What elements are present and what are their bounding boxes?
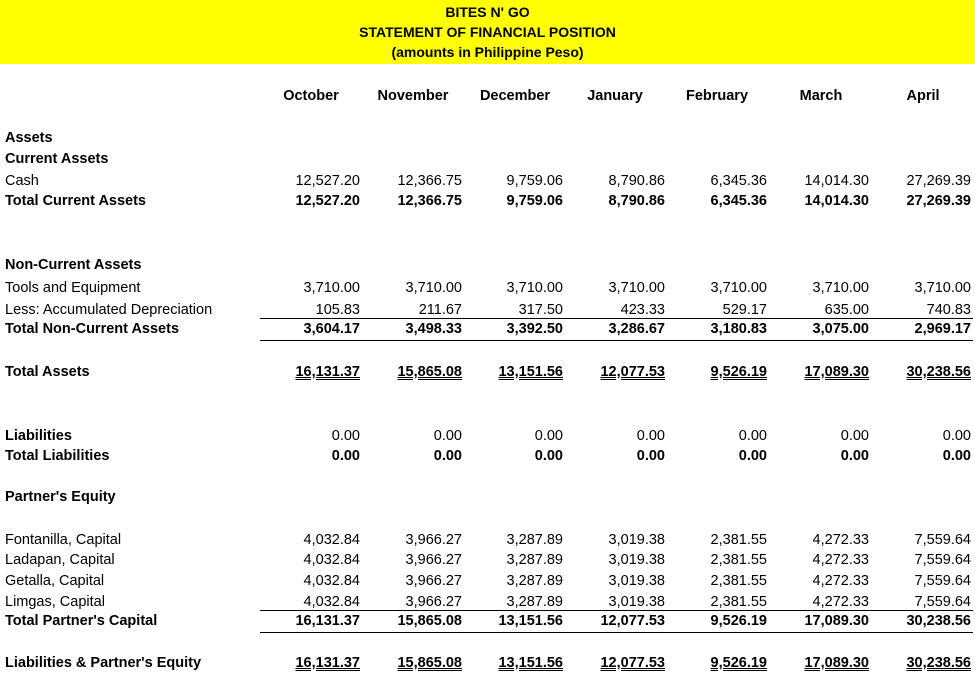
row-label: Total Current Assets: [5, 193, 146, 209]
value-cell-december: 0.00: [534, 448, 563, 464]
value-cell-january: 12,077.53: [600, 613, 665, 629]
value-cell-november: 3,966.27: [405, 594, 462, 610]
value-cell-march: 17,089.30: [804, 364, 869, 380]
value-cell-december: 3,392.50: [506, 321, 563, 337]
value-cell-december: 3,287.89: [506, 573, 563, 589]
row-label: Liabilities & Partner's Equity: [5, 655, 202, 671]
value-cell-november: 3,966.27: [405, 532, 462, 548]
value-cell-january: 8,790.86: [608, 173, 665, 189]
value-cell-november: 3,498.33: [405, 321, 462, 337]
value-cell-february: 9,526.19: [710, 655, 767, 671]
value-cell-april: 3,710.00: [914, 280, 971, 296]
value-cell-february: 6,345.36: [710, 193, 767, 209]
value-cell-november: 15,865.08: [397, 364, 462, 380]
row-label: Liabilities: [5, 428, 72, 444]
row-liabilities: [0, 426, 975, 446]
value-cell-april: 7,559.64: [914, 552, 971, 568]
row-label: Tools and Equipment: [5, 280, 141, 296]
value-cell-october: 12,527.20: [295, 193, 360, 209]
value-cell-january: 423.33: [620, 302, 665, 318]
value-cell-march: 4,272.33: [812, 573, 869, 589]
row-total-liabilities-equity: [0, 653, 975, 673]
value-cell-march: 3,075.00: [812, 321, 869, 337]
company-name: BITES N' GO: [445, 4, 530, 20]
value-cell-february: 9,526.19: [710, 613, 767, 629]
month-header-november: November: [377, 88, 449, 104]
section-partners-equity: [0, 487, 975, 507]
value-cell-april: 30,238.56: [906, 613, 971, 629]
row-label: Getalla, Capital: [5, 573, 105, 589]
month-header-april: April: [906, 88, 940, 104]
value-cell-november: 3,966.27: [405, 573, 462, 589]
value-cell-october: 4,032.84: [303, 552, 360, 568]
row-label: Total Liabilities: [5, 448, 110, 464]
value-cell-november: 12,366.75: [397, 173, 462, 189]
value-cell-december: 13,151.56: [498, 364, 563, 380]
value-cell-april: 0.00: [942, 448, 971, 464]
section-label: Partner's Equity: [5, 489, 116, 505]
value-cell-november: 3,710.00: [405, 280, 462, 296]
value-cell-january: 3,019.38: [608, 594, 665, 610]
value-cell-october: 105.83: [315, 302, 360, 318]
value-cell-october: 16,131.37: [295, 364, 360, 380]
row-total-liabilities: [0, 446, 975, 466]
value-cell-march: 4,272.33: [812, 552, 869, 568]
value-cell-january: 12,077.53: [600, 655, 665, 671]
row-total-partners-capital: [0, 611, 975, 631]
row-total-non-current-assets: [0, 319, 975, 339]
row-label: Less: Accumulated Depreciation: [5, 302, 213, 318]
currency-note: (amounts in Philippine Peso): [391, 44, 584, 60]
value-cell-january: 0.00: [636, 448, 665, 464]
value-cell-march: 0.00: [840, 428, 869, 444]
month-header-october: October: [283, 88, 339, 104]
value-cell-october: 0.00: [331, 428, 360, 444]
value-cell-december: 3,287.89: [506, 552, 563, 568]
month-header-december: December: [479, 88, 551, 104]
value-cell-december: 0.00: [534, 428, 563, 444]
value-cell-october: 0.00: [331, 448, 360, 464]
value-cell-april: 30,238.56: [906, 364, 971, 380]
value-cell-march: 17,089.30: [804, 655, 869, 671]
value-cell-january: 0.00: [636, 428, 665, 444]
value-cell-december: 3,710.00: [506, 280, 563, 296]
value-cell-march: 0.00: [840, 448, 869, 464]
value-cell-march: 4,272.33: [812, 532, 869, 548]
section-label: Non-Current Assets: [5, 257, 142, 273]
value-cell-december: 13,151.56: [498, 655, 563, 671]
statement-title: STATEMENT OF FINANCIAL POSITION: [359, 24, 616, 40]
value-cell-november: 12,366.75: [397, 193, 462, 209]
value-cell-january: 3,019.38: [608, 573, 665, 589]
value-cell-october: 16,131.37: [295, 613, 360, 629]
value-cell-march: 14,014.30: [804, 173, 869, 189]
value-cell-february: 9,526.19: [710, 364, 767, 380]
value-cell-october: 4,032.84: [303, 573, 360, 589]
value-cell-october: 3,604.17: [303, 321, 360, 337]
row-tools-equipment: [0, 278, 975, 298]
value-cell-december: 9,759.06: [506, 173, 563, 189]
section-label: Current Assets: [5, 151, 109, 167]
row-label: Total Assets: [5, 364, 90, 380]
value-cell-january: 3,019.38: [608, 552, 665, 568]
row-getalla-capital: [0, 571, 975, 591]
section-current-assets: [0, 149, 975, 169]
value-cell-january: 3,286.67: [608, 321, 665, 337]
month-header-march: March: [799, 88, 843, 104]
row-fontanilla-capital: [0, 530, 975, 550]
row-label: Cash: [5, 173, 39, 189]
value-cell-december: 317.50: [518, 302, 563, 318]
value-cell-february: 2,381.55: [710, 594, 767, 610]
value-cell-february: 2,381.55: [710, 552, 767, 568]
row-label: Ladapan, Capital: [5, 552, 115, 568]
value-cell-october: 12,527.20: [295, 173, 360, 189]
value-cell-april: 2,969.17: [914, 321, 971, 337]
value-cell-april: 27,269.39: [906, 193, 971, 209]
month-header-february: February: [685, 88, 749, 104]
value-cell-march: 635.00: [824, 302, 869, 318]
row-label: Fontanilla, Capital: [5, 532, 122, 548]
value-cell-january: 12,077.53: [600, 364, 665, 380]
value-cell-november: 15,865.08: [397, 613, 462, 629]
value-cell-april: 27,269.39: [906, 173, 971, 189]
value-cell-february: 529.17: [722, 302, 767, 318]
value-cell-march: 3,710.00: [812, 280, 869, 296]
value-cell-november: 0.00: [433, 428, 462, 444]
value-cell-november: 0.00: [433, 448, 462, 464]
value-cell-october: 4,032.84: [303, 594, 360, 610]
value-cell-january: 3,710.00: [608, 280, 665, 296]
value-cell-february: 0.00: [738, 448, 767, 464]
section-assets: [0, 128, 975, 148]
month-header-january: January: [587, 88, 643, 104]
title-banner: [0, 0, 975, 64]
value-cell-april: 7,559.64: [914, 594, 971, 610]
row-accumulated-depreciation: [0, 300, 975, 320]
section-non-current-assets: [0, 255, 975, 275]
value-cell-december: 3,287.89: [506, 532, 563, 548]
row-label: Total Partner's Capital: [5, 613, 158, 629]
value-cell-december: 9,759.06: [506, 193, 563, 209]
value-cell-april: 30,238.56: [906, 655, 971, 671]
row-ladapan-capital: [0, 550, 975, 570]
value-cell-november: 3,966.27: [405, 552, 462, 568]
section-label: Assets: [5, 130, 53, 146]
value-cell-january: 8,790.86: [608, 193, 665, 209]
row-limgas-capital: [0, 592, 975, 612]
value-cell-april: 740.83: [926, 302, 971, 318]
row-label: Limgas, Capital: [5, 594, 105, 610]
value-cell-february: 6,345.36: [710, 173, 767, 189]
subtotal-rule: [260, 340, 973, 341]
value-cell-october: 3,710.00: [303, 280, 360, 296]
value-cell-march: 14,014.30: [804, 193, 869, 209]
value-cell-february: 2,381.55: [710, 573, 767, 589]
value-cell-february: 3,180.83: [710, 321, 767, 337]
value-cell-january: 3,019.38: [608, 532, 665, 548]
value-cell-march: 4,272.33: [812, 594, 869, 610]
value-cell-april: 0.00: [942, 428, 971, 444]
value-cell-october: 4,032.84: [303, 532, 360, 548]
value-cell-february: 3,710.00: [710, 280, 767, 296]
value-cell-april: 7,559.64: [914, 532, 971, 548]
value-cell-march: 17,089.30: [804, 613, 869, 629]
value-cell-november: 15,865.08: [397, 655, 462, 671]
value-cell-october: 16,131.37: [295, 655, 360, 671]
row-total-assets: [0, 362, 975, 382]
subtotal-rule: [260, 632, 973, 633]
row-cash: [0, 171, 975, 191]
value-cell-december: 3,287.89: [506, 594, 563, 610]
row-total-current-assets: [0, 191, 975, 211]
row-label: Total Non-Current Assets: [5, 321, 180, 337]
value-cell-december: 13,151.56: [498, 613, 563, 629]
value-cell-november: 211.67: [418, 302, 462, 318]
value-cell-february: 0.00: [738, 428, 767, 444]
value-cell-april: 7,559.64: [914, 573, 971, 589]
value-cell-february: 2,381.55: [710, 532, 767, 548]
